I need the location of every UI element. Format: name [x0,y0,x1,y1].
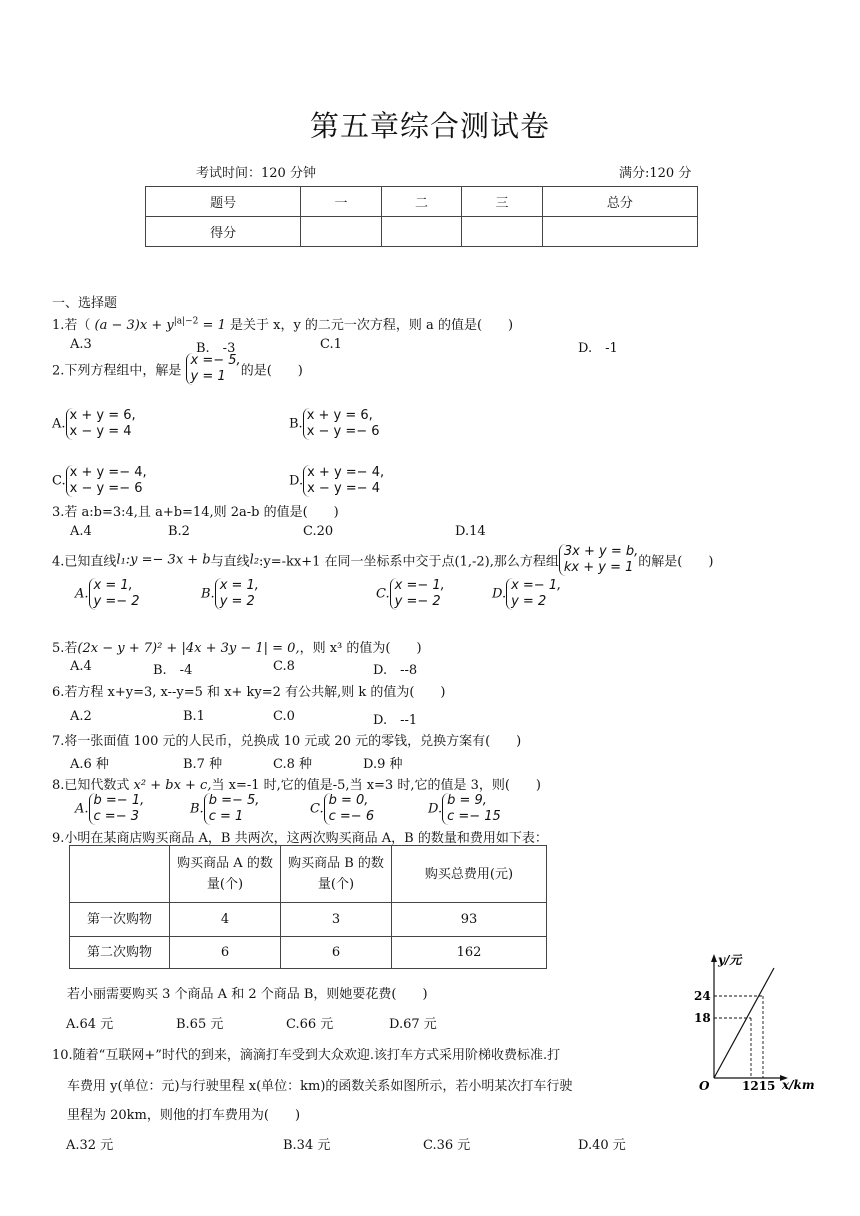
option-c[interactable]: C.36 元 [423,1138,471,1153]
option-a[interactable]: A.3 [70,337,92,352]
q8-eq: x² + bx + c, [133,778,212,793]
q1-eq: (a − 3)x + y [94,318,174,333]
full-score: 满分:120 分 [619,166,692,181]
option-c[interactable]: C.x + y =− 4, x − y =− 6 [52,465,147,496]
option-a[interactable]: A.4 [70,524,92,539]
score-input-3[interactable] [462,217,543,247]
table-cell: 第二次购物 [70,937,170,969]
question-1 [52,314,513,333]
option-a[interactable]: A.32 元 [66,1138,114,1153]
q1-post: 是关于 x，y 的二元一次方程，则 a 的值是( ) [229,318,514,333]
table-cell: 二 [381,187,462,217]
option-c[interactable]: C.66 元 [286,1017,334,1032]
option-b[interactable]: B.2 [168,524,190,539]
origin-label: O [699,1079,710,1093]
option-d[interactable]: D. --1 [373,713,418,728]
q4-system: 3x + y = b, kx + y = 1 [559,544,638,576]
option-b[interactable]: B. -4 [153,663,193,678]
option-c[interactable]: C.8 种 [273,757,313,772]
table-cell: 3 [281,903,392,937]
table-header: 购买商品 B 的数 量(个) [281,846,392,903]
option-c[interactable]: C.1 [320,337,342,352]
option-b[interactable]: B.34 元 [283,1138,331,1153]
option-b[interactable]: B.65 元 [176,1017,224,1032]
table-row [146,217,698,247]
fare-line [714,968,774,1078]
score-input-total[interactable] [542,217,697,247]
score-input-1[interactable] [301,217,382,247]
option-b[interactable]: B.7 种 [183,757,223,772]
option-b[interactable]: B.1 [183,709,205,724]
q2-pre: 2.下列方程组中，解是 [52,363,182,379]
q2-post: 的是( ) [240,363,303,379]
table-header: 购买商品 A 的数 量(个) [170,846,281,903]
question-2 [52,353,303,385]
table-cell: 93 [392,903,547,937]
q1-pre: 1.若（ [52,318,91,333]
q5-eq: (2x − y + 7)² + |4x + 3y − 1| = 0, [77,641,300,656]
option-d[interactable]: D.40 元 [578,1138,626,1153]
exam-time: 考试时间：120 分钟 [196,166,316,181]
question-8: 8.已知代数式 x² + bx + c,当 x=-1 时,它的值是-5,当 x=3 时,它的值是 3，则( ) [52,778,542,793]
table-cell: 总分 [542,187,697,217]
option-b[interactable]: B.b =− 5, c = 1 [190,793,260,824]
q2-system: x =− 5, y = 1 [186,353,241,385]
fare-graph [690,952,818,1100]
question-7: 7.将一张面值 100 元的人民币，兑换成 10 元或 20 元的零钱，兑换方案有( ) [52,734,522,749]
table-cell: 162 [392,937,547,969]
table-cell: 6 [170,937,281,969]
x-axis-label: x/km [782,1078,815,1092]
table-row [70,846,547,903]
table-cell: 4 [170,903,281,937]
table-row [70,903,547,937]
option-a[interactable]: A.4 [70,659,92,674]
question-10-line-3: 里程为 20km，则他的打车费用为( ) [67,1108,301,1123]
option-d[interactable]: D.14 [455,524,486,539]
table-cell: 第一次购物 [70,903,170,937]
option-a[interactable]: A.64 元 [66,1017,114,1032]
question-5: 5.若(2x − y + 7)² + |4x + 3y − 1| = 0,，则 x³ 的值为( ) [52,641,422,656]
purchase-table [69,845,547,969]
option-c[interactable]: C.b = 0, c =− 6 [310,793,375,824]
y-tick-18: 18 [694,1011,711,1025]
q1-eq2: = 1 [202,318,226,333]
q1-sup: |a|−2 [173,316,199,327]
question-3: 3.若 a:b=3:4,且 a+b=14,则 2a-b 的值是( ) [52,505,339,520]
option-d[interactable]: D.x + y =− 4, x − y =− 4 [289,465,385,496]
y-tick-24: 24 [694,989,711,1003]
table-row [70,937,547,969]
option-d[interactable]: D.67 元 [389,1017,437,1032]
score-input-2[interactable] [381,217,462,247]
score-table [145,186,698,247]
option-c[interactable]: C.x =− 1, y =− 2 [376,578,445,609]
option-b[interactable]: B. -3 [196,341,236,356]
y-axis-label: y/元 [718,953,742,967]
option-a[interactable]: A.x = 1, y =− 2 [75,578,140,609]
option-a[interactable]: A.b =− 1, c =− 3 [75,793,145,824]
x-tick-labels: 1215 [742,1079,776,1093]
table-cell: 得分 [146,217,301,247]
question-9-followup: 若小丽需要购买 3 个商品 A 和 2 个商品 B，则她要花费( ) [67,987,428,1002]
option-a[interactable]: A.6 种 [70,757,109,772]
table-header: 购买总费用(元) [392,846,547,903]
option-c[interactable]: C.8 [273,659,295,674]
option-d[interactable]: D.9 种 [363,757,403,772]
table-cell: 题号 [146,187,301,217]
table-cell [70,846,170,903]
question-4: 4.已知直线l₁:y =− 3x + b与直线l₂:y=-kx+1 在同一坐标系中交于点(1,-2),那么方程组3x + y = b, kx + y = 1 的解是( ) [52,544,714,575]
question-10-line-2: 车费用 y(单位：元)与行驶里程 x(单位：km)的函数关系如图所示，若小明某次打车行驶 [67,1079,573,1094]
option-b[interactable]: B.x = 1, y = 2 [201,578,259,609]
option-d[interactable]: D.x =− 1, y = 2 [492,578,562,609]
option-a[interactable]: A.2 [70,709,92,724]
option-d[interactable]: D. --8 [373,663,418,678]
table-row [146,187,698,217]
option-a[interactable]: A.x + y = 6, x − y = 4 [52,408,136,439]
line-l2: l₂ [249,552,260,568]
option-b[interactable]: B.x + y = 6, x − y =− 6 [289,408,380,439]
option-d[interactable]: D. -1 [578,341,618,356]
option-c[interactable]: C.20 [303,524,334,539]
option-d[interactable]: D.b = 9, c =− 15 [428,793,501,824]
question-10-line-1: 10.随着“互联网+”时代的到来，滴滴打车受到大众欢迎.该打车方式采用阶梯收费标准.打 [52,1048,561,1063]
section-heading: 一、选择题 [52,296,118,311]
table-cell: 三 [462,187,543,217]
question-6: 6.若方程 x+y=3, x--y=5 和 x+ ky=2 有公共解,则 k 的值为( ) [52,685,446,700]
table-cell: 6 [281,937,392,969]
option-c[interactable]: C.0 [273,709,295,724]
y-axis-arrow-icon [711,954,717,962]
question-9: 9.小明在某商店购买商品 A，B 共两次，这两次购买商品 A，B 的数量和费用如下表： [52,831,548,846]
line-l1: l₁:y =− 3x + b [116,552,211,568]
table-cell: 一 [301,187,382,217]
page-title: 第五章综合测试卷 [309,109,550,143]
